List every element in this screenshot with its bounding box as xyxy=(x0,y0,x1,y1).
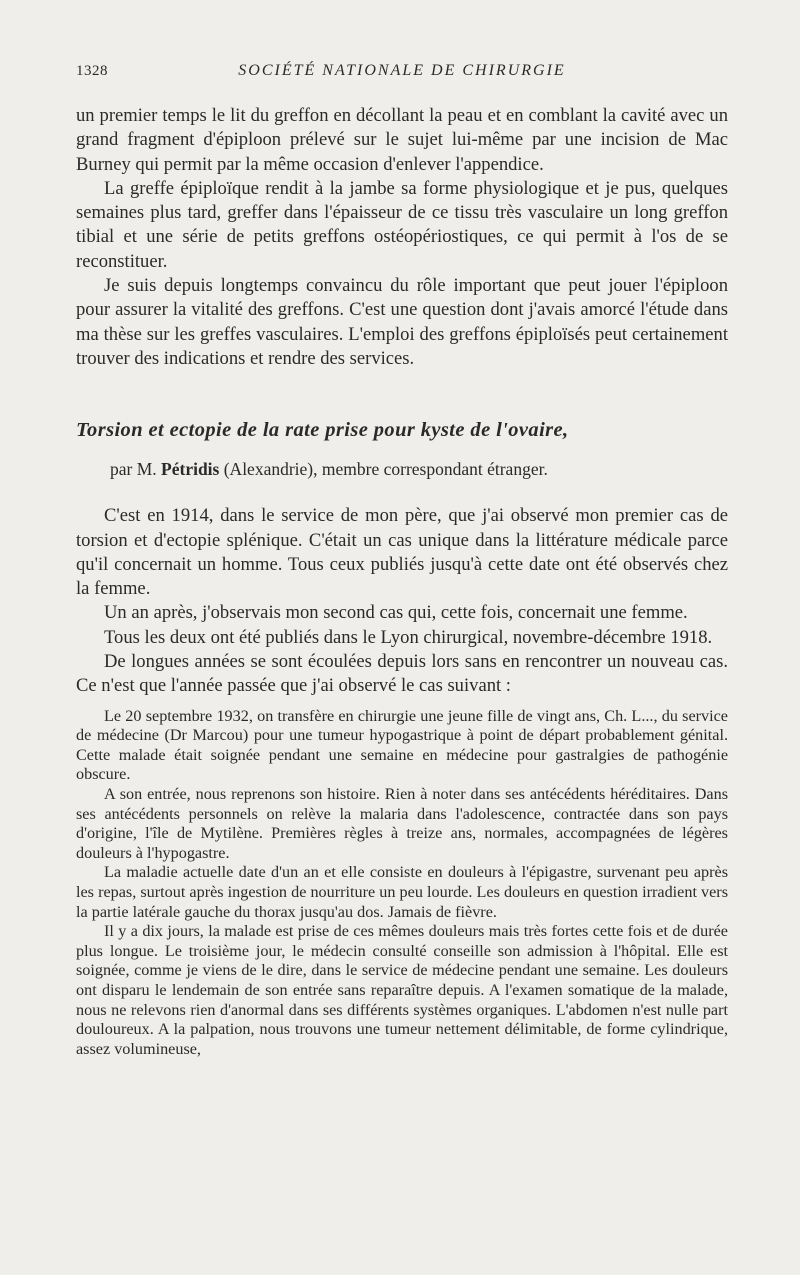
page-number: 1328 xyxy=(76,63,108,79)
document-page xyxy=(76,62,728,1059)
byline xyxy=(110,459,728,480)
article-title: Torsion et ectopie de la rate prise pour kyste de l'ovaire, xyxy=(76,419,569,442)
author-name: Pétridis xyxy=(161,459,220,480)
intro-section xyxy=(76,104,728,371)
journal-title: SOCIÉTÉ NATIONALE DE CHIRURGIE xyxy=(238,62,566,79)
intro-paragraph: Je suis depuis longtemps convaincu du rôle important que peut jouer l'épiploon pour assurer la vitalité des greffons. C'est une question dont j'avais amorcé l'étude dans ma thèse sur les greffes vasculaires. L'emploi des greffons épiploïsés peut certainement trouver des indications et rendre des services. xyxy=(76,275,728,369)
case-paragraph: Il y a dix jours, la malade est prise de ces mêmes douleurs mais très fortes cette fois et de durée plus longue. Le troisième jour, le médecin consulté conseille son admission à l'hôpital. Elle est soignée, comme je viens de le dire, dans le service de médecine pendant une semaine. Les douleurs ont disparu le lendemain de son entrée sans reparaître depuis. A l'examen somatique de la malade, nous ne relevons rien d'anormal dans ses différents systèmes organiques. L'abdomen n'est nulle part douloureux. A la palpation, nous trouvons une tumeur nettement délimitable, de forme cylindrique, assez volumineuse, xyxy=(76,922,728,1058)
intro-paragraph: La greffe épiploïque rendit à la jambe sa forme physiologique et je pus, quelques semaines plus tard, greffer dans l'épaisseur de ce tissu très vasculaire un long greffon tibial et une série de petits greffons ostéopériostiques, ce qui permit à l'os de se reconstituer. xyxy=(76,177,728,272)
main-paragraph: C'est en 1914, dans le service de mon père, que j'ai observé mon premier cas de torsion et d'ectopie splénique. C'était un cas unique dans la littérature médicale parce qu'il concernait un homme. Tous ceux publiés jusqu'à cette date ont été observés chez la femme. xyxy=(76,505,728,600)
case-paragraph: La maladie actuelle date d'un an et elle consiste en douleurs à l'épigastre, survenant peu après les repas, surtout après ingestion de nourriture un peu lourde. Les douleurs en question irradient vers la partie latérale gauche du thorax jusqu'au dos. Jamais de fièvre. xyxy=(76,863,728,921)
case-report xyxy=(76,707,728,1060)
case-paragraph: Le 20 septembre 1932, on transfère en chirurgie une jeune fille de vingt ans, Ch. L..., du service de médecine (Dr Marcou) pour une tumeur hypogastrique à point de départ probablement génital. Cette malade était soignée pendant une semaine en médecine pour gastralgies de pathogénie obscure. xyxy=(76,706,728,784)
running-header xyxy=(76,62,728,80)
byline-suffix: (Alexandrie), membre correspondant étranger. xyxy=(223,459,548,480)
main-paragraph: De longues années se sont écoulées depuis lors sans en rencontrer un nouveau cas. Ce n'est que l'année passée que j'ai observé le cas suivant : xyxy=(76,651,728,697)
intro-paragraph: un premier temps le lit du greffon en décollant la peau et en comblant la cavité avec un grand fragment d'épiploon prélevé sur le sujet lui-même par une incision de Mac Burney qui permit par la même occasion d'enlever l'appendice. xyxy=(76,105,728,175)
byline-prefix: par M. xyxy=(110,459,157,480)
main-paragraph: Un an après, j'observais mon second cas qui, cette fois, concernait une femme. xyxy=(104,602,688,624)
case-paragraph: A son entrée, nous reprenons son histoire. Rien à noter dans ses antécédents héréditaires. Dans ses antécédents personnels on relève la malaria dans l'adolescence, contractée dans son pays d'origine, l'île de Mytilène. Premières règles à treize ans, normales, accompagnées de légères douleurs à l'hypogastre. xyxy=(76,785,728,862)
main-section xyxy=(76,504,728,698)
main-paragraph: Tous les deux ont été publiés dans le Lyon chirurgical, novembre-décembre 1918. xyxy=(104,626,713,648)
